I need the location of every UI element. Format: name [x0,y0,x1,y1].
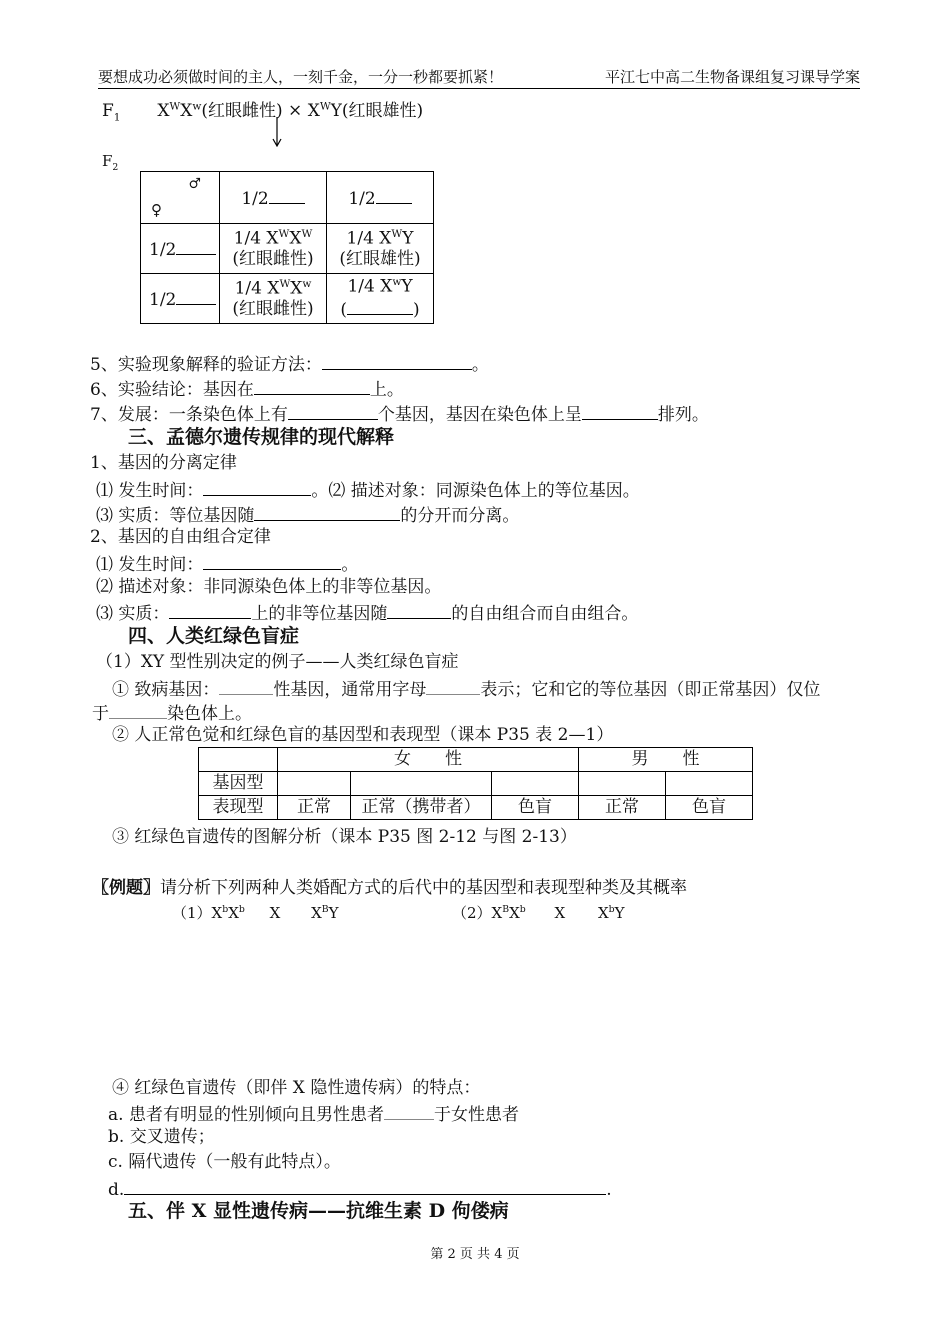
genotype-cell [579,772,666,796]
punnett-square [140,171,434,324]
table-phenotype-label: 表现型 [199,796,278,820]
header-motto: 要想成功必须做时间的主人，一刻千金，一分一秒都要抓紧！ [98,68,504,86]
female-gamete-2: 1/2 [141,274,220,324]
pathogenic-gene: ① 致病基因： 性基因，通常用字母 表示；它和它的等位基因（即正常基因）仅位 [112,677,820,700]
question-5: 5、实验现象解释的验证方法： 。 [90,352,489,375]
page-footer: 第 2 页 共 4 页 [430,1247,520,1262]
phenotype-cell: 色盲 [666,796,753,820]
genotype-cell [351,772,492,796]
section-4-title: 四、人类红绿色盲症 [128,625,300,647]
assortment-object: ⑵ 描述对象：非同源染色体上的非等位基因。 [96,577,442,597]
times-sign: × [288,100,303,121]
genotype-phenotype-intro: ② 人正常色觉和红绿色盲的基因型和表现型（课本 P35 表 2—1） [112,725,614,745]
xy-example: （1）XY 型性别决定的例子——人类红绿色盲症 [96,652,459,672]
f1-male: $X^WY$(红眼雄性) [307,100,424,121]
down-arrow-icon [272,117,282,147]
header-title: 平江七中高二生物备课组复习课导学案 [604,68,860,86]
table-female-header: 女 性 [278,748,579,772]
table-genotype-label: 基因型 [199,772,278,796]
f1-cross [102,100,423,124]
offspring-r1c1: 1/4 $X^WX^W$ (红眼雌性) [220,224,327,274]
female-gamete-1: 1/2 [141,224,220,274]
male-gamete-2: 1/2 [327,172,434,224]
offspring-r2c2: 1/4 $X^wY$ ( ) [327,274,434,324]
table-blank-corner [199,748,278,772]
law-segregation: 1、基因的分离定律 [90,453,237,473]
segregation-time: ⑴ 发生时间： 。⑵ 描述对象：同源染色体上的等位基因。 [96,478,640,501]
genotype-cell [666,772,753,796]
colorblind-features-title: ④ 红绿色盲遗传（即伴 X 隐性遗传病）的特点： [112,1078,481,1098]
genotype-cell [492,772,579,796]
genotype-phenotype-table [198,747,753,820]
law-independent-assortment: 2、基因的自由组合定律 [90,527,271,547]
question-6: 6、实验结论：基因在 上。 [90,377,404,400]
f2-label: $F_2$ [102,152,119,173]
example-cross-2: $(2)X^BX^b$ X $X^bY$ [452,904,625,922]
table-male-header: 男 性 [579,748,753,772]
pathogenic-gene-cont: 于 染色体上。 [92,701,252,724]
section-3-title: 三、孟德尔遗传规律的现代解释 [128,426,395,448]
phenotype-cell: 正常（携带者） [351,796,492,820]
corner-cell [141,172,220,224]
feature-d: d. . [108,1177,612,1200]
offspring-r1c2: 1/4 $X^WY$ (红眼雄性) [327,224,434,274]
feature-a: a. 患者有明显的性别倾向且男性患者 于女性患者 [108,1102,519,1125]
page-header [98,68,860,89]
segregation-essence: ⑶ 实质：等位基因随 的分开而分离。 [96,503,519,526]
phenotype-cell: 色盲 [492,796,579,820]
example-question: 〖例题〗请分析下列两种人类婚配方式的后代中的基因型和表现型种类及其概率 [92,878,687,898]
f1-female: $X^WX^w$(红眼雌性) [157,100,283,121]
assortment-time: ⑴ 发生时间： 。 [96,552,358,575]
offspring-r2c1: 1/4 $X^WX^w$ (红眼雌性) [220,274,327,324]
example-label: 〖例题〗 [92,878,160,898]
genotype-cell [278,772,351,796]
f1-label: $F_1$ [102,100,121,124]
assortment-essence: ⑶ 实质： 上的非等位基因随 的自由组合而自由组合。 [96,601,638,624]
section-5-title: 五、伴 X 显性遗传病——抗维生素 D 佝偻病 [128,1200,509,1222]
female-symbol: ♀ [151,201,162,219]
feature-c: c. 隔代遗传（一般有此特点）。 [108,1152,341,1172]
phenotype-cell: 正常 [278,796,351,820]
male-symbol: ♂ [188,176,201,192]
question-7: 7、发展：一条染色体上有 个基因，基因在染色体上呈 排列。 [90,402,709,425]
pedigree-analysis: ③ 红绿色盲遗传的图解分析（课本 P35 图 2-12 与图 2-13） [112,827,577,847]
example-cross-1: $(1)X^bX^b$ X $X^BY$ [172,904,339,922]
feature-b: b. 交叉遗传； [108,1127,215,1147]
male-gamete-1: 1/2 [220,172,327,224]
phenotype-cell: 正常 [579,796,666,820]
